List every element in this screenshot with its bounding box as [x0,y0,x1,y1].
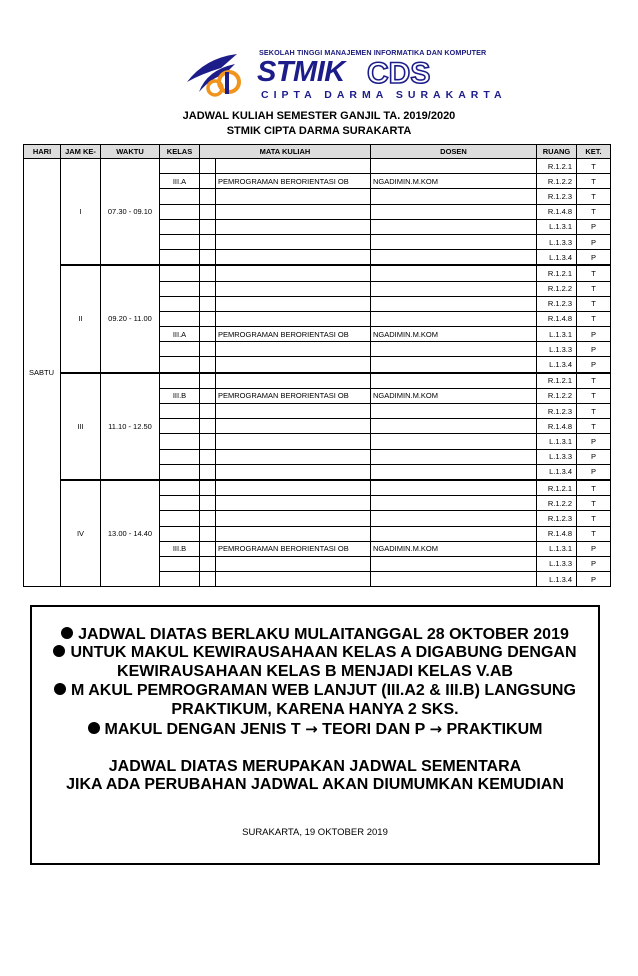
ket-cell: P [577,449,611,464]
header-hari: HARI [24,145,61,159]
spacer-cell [200,219,216,234]
mata-kuliah-cell [216,234,371,249]
spacer-cell [200,464,216,480]
ruang-cell: L.1.3.1 [537,434,577,449]
kelas-cell [160,281,200,296]
ruang-cell: L.1.3.4 [537,464,577,480]
mata-kuliah-cell: PEMROGRAMAN BERORIENTASI OB [216,174,371,189]
spacer-cell [200,311,216,326]
logo-tagline: SEKOLAH TINGGI MANAJEMEN INFORMATIKA DAN KOMPUTER [259,48,487,57]
spacer-cell [200,234,216,249]
header-ruang: RUANG [537,145,577,159]
spacer-cell [200,342,216,357]
ruang-cell: R.1.2.1 [537,373,577,389]
mata-kuliah-cell [216,404,371,419]
dosen-cell [371,556,537,571]
header-mata-kuliah: MATA KULIAH [200,145,371,159]
dosen-cell [371,434,537,449]
ruang-cell: L.1.3.3 [537,449,577,464]
kelas-cell [160,434,200,449]
spacer-cell [200,449,216,464]
dosen-cell [371,464,537,480]
ruang-cell: L.1.3.3 [537,234,577,249]
logo-brand: STMIK [257,56,345,88]
ruang-cell: R.1.4.8 [537,526,577,541]
dosen-cell [371,404,537,419]
spacer-cell [200,327,216,342]
ket-cell: P [577,464,611,480]
ruang-cell: L.1.3.3 [537,342,577,357]
ket-cell: T [577,265,611,281]
mata-kuliah-cell [216,419,371,434]
note-jenis-makul: MAKUL DENGAN JENIS T → TEORI DAN P → PRAKTIKUM [32,719,598,740]
ruang-cell: R.1.4.8 [537,204,577,219]
note-web-lanjut: M AKUL PEMROGRAMAN WEB LANJUT (III.A2 & III.B) LANGSUNG [32,681,598,701]
spacer-cell [200,373,216,389]
note-temporary: JADWAL DIATAS MERUPAKAN JADWAL SEMENTARA [108,758,522,775]
hari-cell: SABTU [24,159,61,587]
waktu-cell: 07.30 - 09.10 [101,159,160,266]
spacer-cell [200,204,216,219]
kelas-cell [160,572,200,587]
bullet-icon [61,627,73,639]
header-dosen: DOSEN [371,145,537,159]
mata-kuliah-cell [216,311,371,326]
header-waktu: WAKTU [101,145,160,159]
dosen-cell [371,419,537,434]
ket-cell: P [577,327,611,342]
note-effective-date: JADWAL DIATAS BERLAKU MULAITANGGAL 28 OKTOBER 2019 [32,625,598,645]
ket-cell: T [577,281,611,296]
mata-kuliah-cell [216,189,371,204]
ruang-cell: R.1.2.3 [537,404,577,419]
ruang-cell: L.1.3.4 [537,250,577,266]
jam-cell: I [61,159,101,266]
ruang-cell: R.1.2.3 [537,189,577,204]
waktu-cell: 13.00 - 14.40 [101,480,160,587]
spacer-cell [200,250,216,266]
note-kewirausahaan: UNTUK MAKUL KEWIRAUSAHAAN KELAS A DIGABUNG DENGAN [32,643,598,663]
dosen-cell [371,526,537,541]
ket-cell: T [577,204,611,219]
dosen-cell: NGADIMIN.M.KOM [371,327,537,342]
schedule-title: JADWAL KULIAH SEMESTER GANJIL TA. 2019/2020 [182,110,456,122]
mata-kuliah-cell [216,250,371,266]
spacer-cell [200,357,216,373]
schedule-subtitle: STMIK CIPTA DARMA SURAKARTA [226,125,412,137]
table-row [24,265,611,281]
kelas-cell [160,250,200,266]
kelas-cell [160,357,200,373]
note-changes: JIKA ADA PERUBAHAN JADWAL AKAN DIUMUMKAN KEMUDIAN [66,776,564,793]
spacer-cell [200,419,216,434]
mata-kuliah-cell [216,480,371,496]
kelas-cell [160,204,200,219]
dosen-cell [371,265,537,281]
mata-kuliah-cell: PEMROGRAMAN BERORIENTASI OB [216,388,371,403]
dosen-cell [371,189,537,204]
dosen-cell [371,449,537,464]
dosen-cell [371,373,537,389]
kelas-cell [160,419,200,434]
mata-kuliah-cell [216,296,371,311]
ket-cell: T [577,159,611,174]
dosen-cell [371,296,537,311]
spacer-cell [200,556,216,571]
kelas-cell [160,159,200,174]
dosen-cell [371,159,537,174]
jam-cell: IV [61,480,101,587]
mata-kuliah-cell [216,159,371,174]
table-row [24,480,611,496]
mata-kuliah-cell [216,449,371,464]
ruang-cell: R.1.2.1 [537,159,577,174]
ket-cell: P [577,342,611,357]
spacer-cell [200,526,216,541]
ket-cell: P [577,434,611,449]
bullet-icon [53,645,65,657]
kelas-cell [160,526,200,541]
spacer-cell [200,159,216,174]
mata-kuliah-cell [216,511,371,526]
arrow-right-icon: → [305,720,318,738]
notes-box [30,605,600,865]
waktu-cell: 11.10 - 12.50 [101,373,160,480]
dosen-cell: NGADIMIN.M.KOM [371,388,537,403]
table-header-row [24,145,611,159]
ruang-cell: L.1.3.4 [537,357,577,373]
dosen-cell: NGADIMIN.M.KOM [371,541,537,556]
dosen-cell [371,204,537,219]
mata-kuliah-cell [216,265,371,281]
ket-cell: T [577,296,611,311]
signature-date: SURAKARTA, 19 OKTOBER 2019 [242,827,388,838]
kelas-cell [160,464,200,480]
kelas-cell [160,373,200,389]
mata-kuliah-cell: PEMROGRAMAN BERORIENTASI OB [216,327,371,342]
ket-cell: T [577,373,611,389]
ruang-cell: L.1.3.4 [537,572,577,587]
logo-subtitle: CIPTA DARMA SURAKARTA [261,89,507,101]
kelas-cell [160,219,200,234]
ket-cell: P [577,556,611,571]
ket-cell: T [577,419,611,434]
header-kelas: KELAS [160,145,200,159]
spacer-cell [200,496,216,511]
spacer-cell [200,174,216,189]
ruang-cell: R.1.2.2 [537,388,577,403]
ruang-cell: R.1.2.2 [537,174,577,189]
kelas-cell [160,265,200,281]
ket-cell: T [577,480,611,496]
ruang-cell: R.1.2.1 [537,480,577,496]
kelas-cell [160,480,200,496]
note-web-lanjut-cont: PRAKTIKUM, KARENA HANYA 2 SKS. [171,701,459,718]
schedule-body [24,159,611,587]
logo-cds-wordmark [365,58,455,86]
ket-cell: T [577,511,611,526]
mata-kuliah-cell [216,204,371,219]
dosen-cell [371,572,537,587]
dosen-cell [371,496,537,511]
ruang-cell: R.1.2.2 [537,281,577,296]
ket-cell: T [577,174,611,189]
spacer-cell [200,541,216,556]
kelas-cell [160,189,200,204]
mata-kuliah-cell [216,219,371,234]
dosen-cell [371,234,537,249]
ket-cell: P [577,219,611,234]
kelas-cell [160,311,200,326]
mata-kuliah-cell [216,357,371,373]
dosen-cell [371,311,537,326]
dosen-cell [371,480,537,496]
ruang-cell: R.1.2.3 [537,296,577,311]
ket-cell: T [577,404,611,419]
dosen-cell: NGADIMIN.M.KOM [371,174,537,189]
stmik-emblem-icon [185,52,253,98]
ket-cell: T [577,388,611,403]
ruang-cell: L.1.3.1 [537,541,577,556]
waktu-cell: 09.20 - 11.00 [101,265,160,372]
svg-text:CDS: CDS [367,58,431,86]
ruang-cell: L.1.3.1 [537,219,577,234]
bullet-icon [54,683,66,695]
ruang-cell: R.1.2.3 [537,511,577,526]
kelas-cell [160,556,200,571]
note-kewirausahaan-cont: KEWIRAUSAHAAN KELAS B MENJADI KELAS V.AB [117,663,513,680]
kelas-cell [160,449,200,464]
ket-cell: T [577,496,611,511]
spacer-cell [200,434,216,449]
mata-kuliah-cell [216,373,371,389]
table-row [24,159,611,174]
mata-kuliah-cell [216,342,371,357]
ruang-cell: R.1.4.8 [537,311,577,326]
mata-kuliah-cell [216,434,371,449]
ket-cell: T [577,526,611,541]
kelas-cell [160,511,200,526]
kelas-cell: III.A [160,327,200,342]
ket-cell: T [577,189,611,204]
dosen-cell [371,511,537,526]
spacer-cell [200,404,216,419]
kelas-cell [160,342,200,357]
jam-cell: II [61,265,101,372]
spacer-cell [200,189,216,204]
bullet-icon [88,722,100,734]
kelas-cell: III.B [160,541,200,556]
spacer-cell [200,511,216,526]
ket-cell: T [577,311,611,326]
table-row [24,373,611,389]
ket-cell: P [577,250,611,266]
mata-kuliah-cell [216,281,371,296]
jam-cell: III [61,373,101,480]
header-jam: JAM KE- [61,145,101,159]
ket-cell: P [577,541,611,556]
ruang-cell: L.1.3.1 [537,327,577,342]
spacer-cell [200,388,216,403]
dosen-cell [371,281,537,296]
ruang-cell: R.1.2.1 [537,265,577,281]
ket-cell: P [577,357,611,373]
kelas-cell: III.A [160,174,200,189]
ket-cell: P [577,572,611,587]
ket-cell: P [577,234,611,249]
spacer-cell [200,480,216,496]
arrow-right-icon: → [429,720,443,738]
spacer-cell [200,281,216,296]
kelas-cell [160,234,200,249]
institution-logo [185,48,507,104]
kelas-cell: III.B [160,388,200,403]
dosen-cell [371,357,537,373]
header-ket: KET. [577,145,611,159]
spacer-cell [200,572,216,587]
kelas-cell [160,404,200,419]
schedule-table [23,144,611,587]
mata-kuliah-cell [216,572,371,587]
mata-kuliah-cell [216,464,371,480]
dosen-cell [371,219,537,234]
dosen-cell [371,342,537,357]
ruang-cell: L.1.3.3 [537,556,577,571]
kelas-cell [160,496,200,511]
mata-kuliah-cell: PEMROGRAMAN BERORIENTASI OB [216,541,371,556]
spacer-cell [200,265,216,281]
dosen-cell [371,250,537,266]
spacer-cell [200,296,216,311]
mata-kuliah-cell [216,526,371,541]
ruang-cell: R.1.2.2 [537,496,577,511]
kelas-cell [160,296,200,311]
ruang-cell: R.1.4.8 [537,419,577,434]
mata-kuliah-cell [216,556,371,571]
mata-kuliah-cell [216,496,371,511]
